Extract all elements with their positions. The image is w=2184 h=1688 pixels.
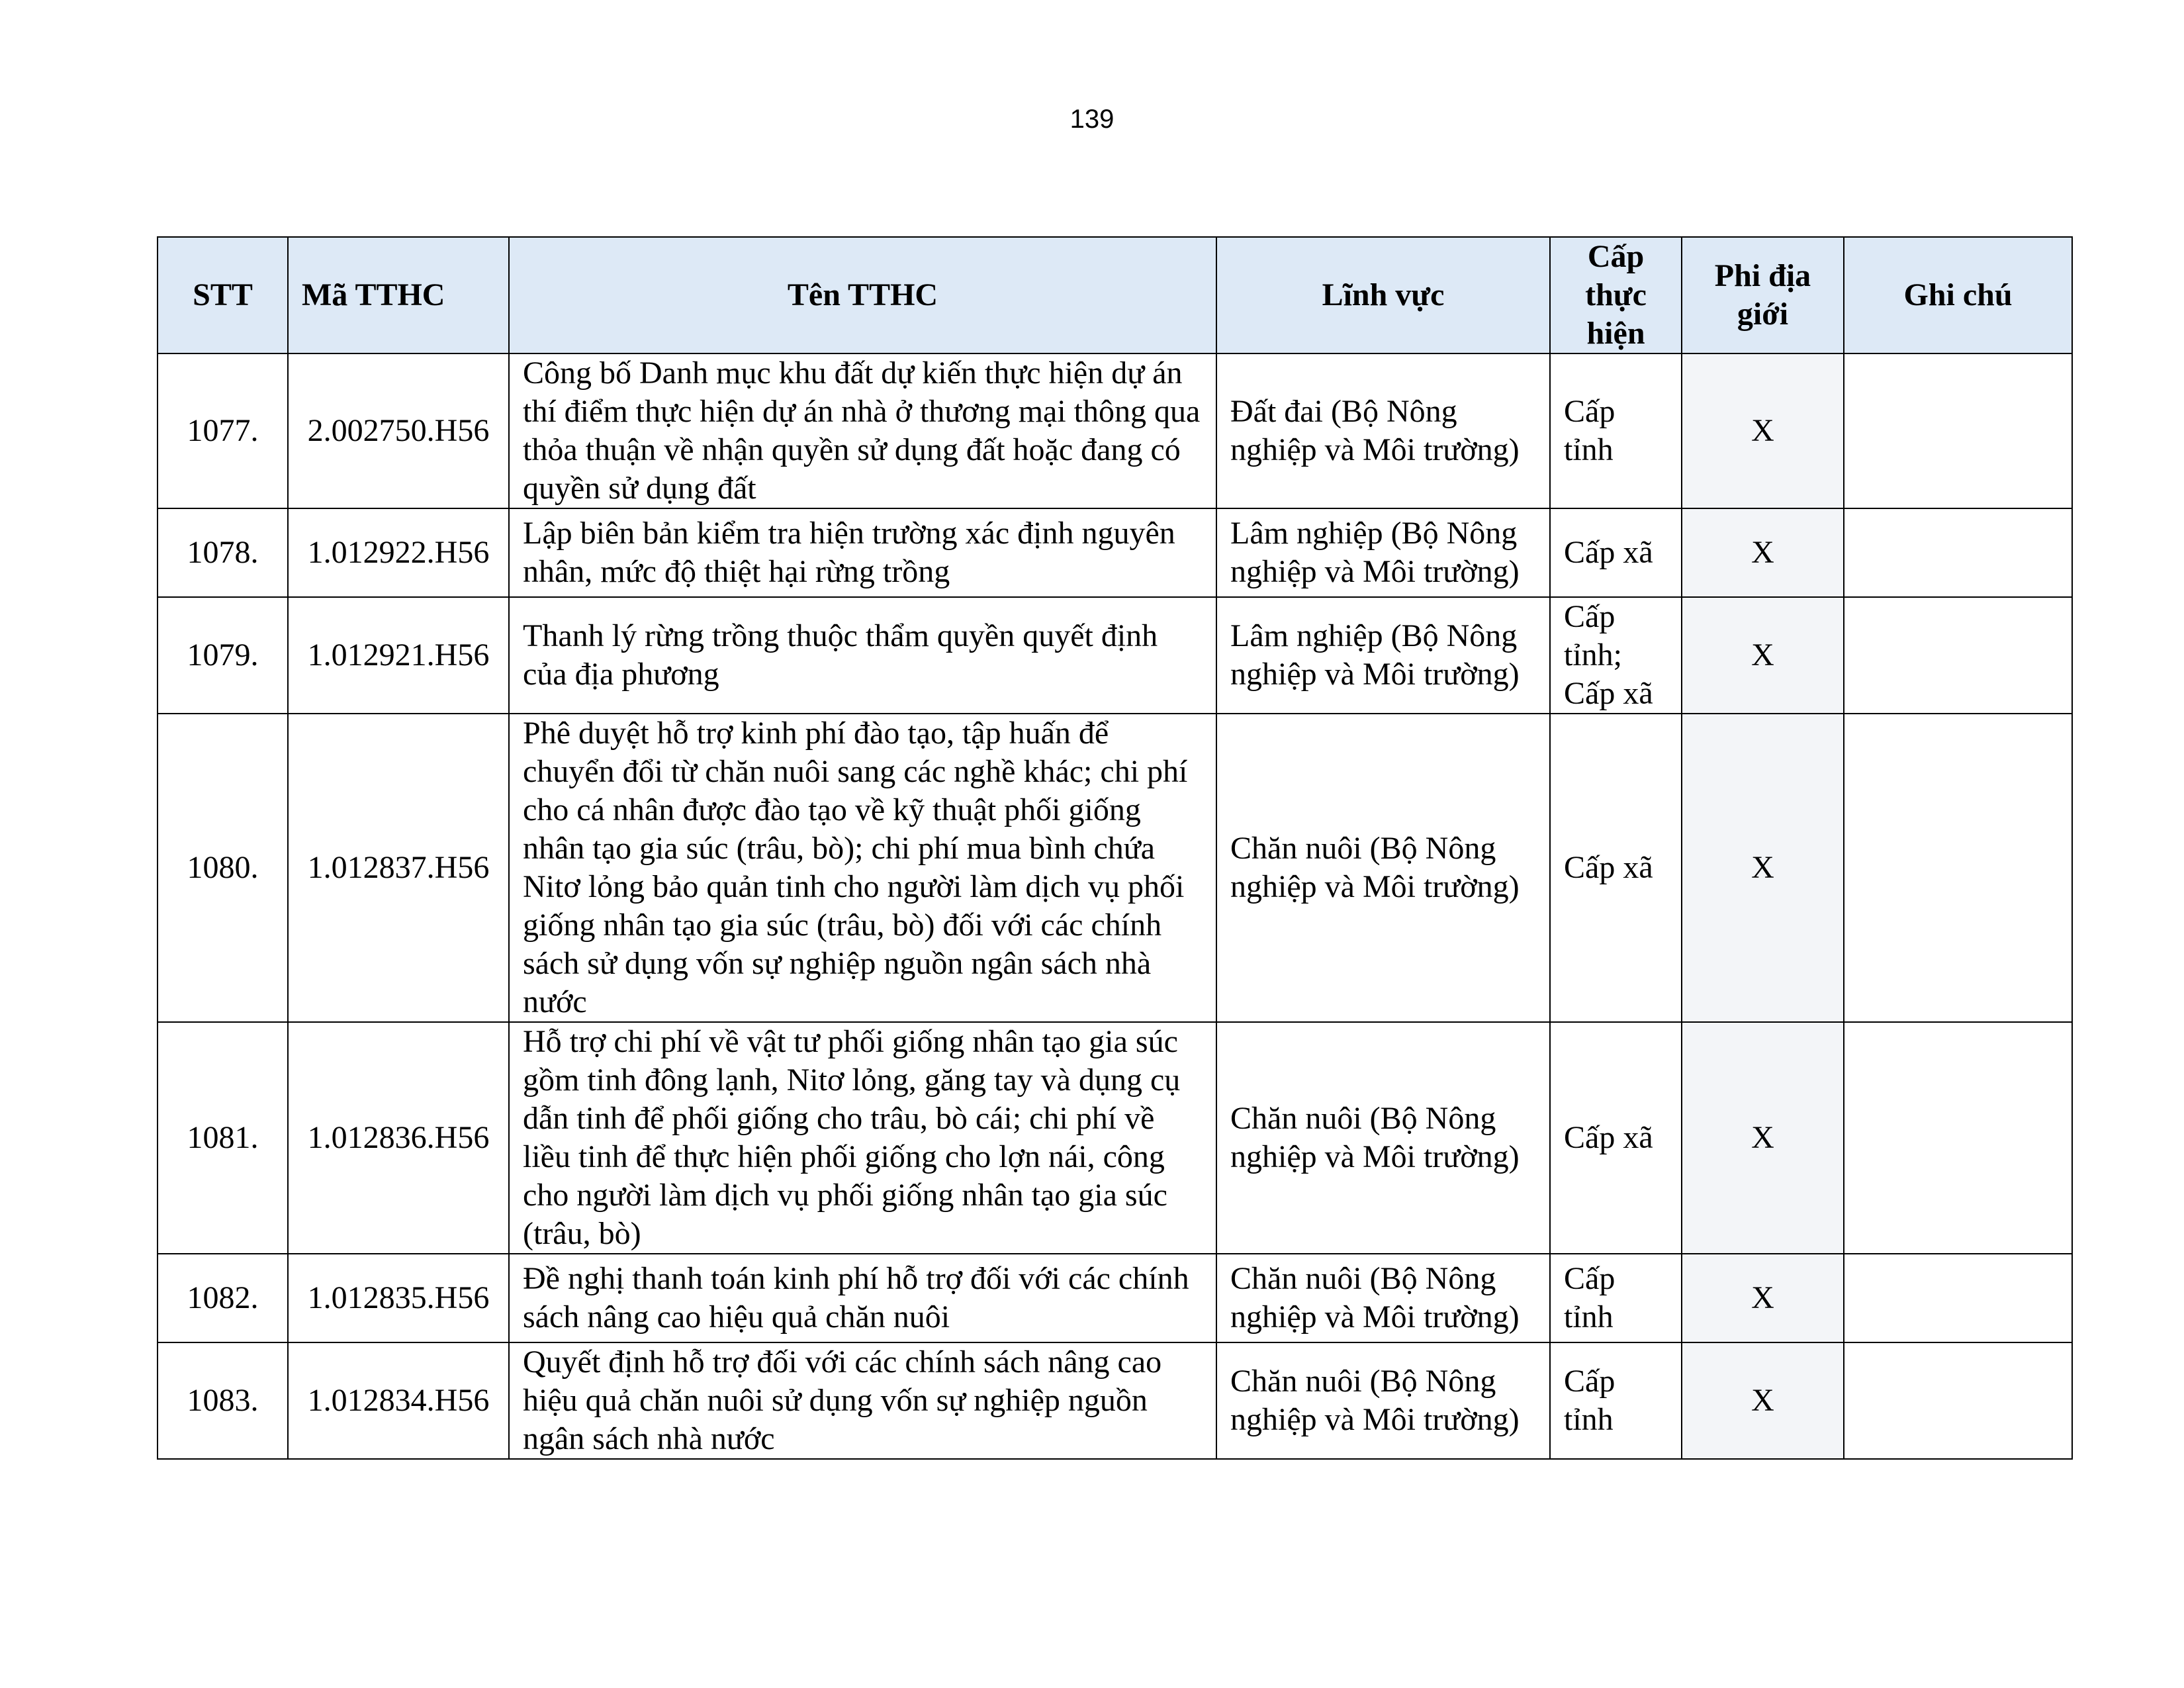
cell-code: 2.002750.H56 — [288, 353, 509, 508]
cell-field: Lâm nghiệp (Bộ Nông nghiệp và Môi trường) — [1216, 597, 1550, 714]
cell-phi-dia-gioi: X — [1682, 714, 1844, 1022]
table-row — [158, 1342, 2072, 1459]
cell-note — [1844, 508, 2072, 597]
header-note: Ghi chú — [1844, 237, 2072, 353]
cell-field: Chăn nuôi (Bộ Nông nghiệp và Môi trường) — [1216, 1254, 1550, 1342]
cell-phi-dia-gioi: X — [1682, 1254, 1844, 1342]
cell-code: 1.012922.H56 — [288, 508, 509, 597]
header-field: Lĩnh vực — [1216, 237, 1550, 353]
cell-code: 1.012836.H56 — [288, 1022, 509, 1254]
cell-stt: 1080. — [158, 714, 288, 1022]
cell-phi-dia-gioi: X — [1682, 597, 1844, 714]
cell-name: Quyết định hỗ trợ đối với các chính sách nâng cao hiệu quả chăn nuôi sử dụng vốn sự nghiệp nguồn ngân sách nhà nước — [509, 1342, 1216, 1459]
cell-field: Đất đai (Bộ Nông nghiệp và Môi trường) — [1216, 353, 1550, 508]
cell-name: Đề nghị thanh toán kinh phí hỗ trợ đối với các chính sách nâng cao hiệu quả chăn nuôi — [509, 1254, 1216, 1342]
table-row — [158, 353, 2072, 508]
cell-stt: 1079. — [158, 597, 288, 714]
cell-field: Chăn nuôi (Bộ Nông nghiệp và Môi trường) — [1216, 714, 1550, 1022]
cell-level: Cấp xã — [1550, 1022, 1682, 1254]
header-phi-dia-gioi: Phi địa giới — [1682, 237, 1844, 353]
cell-level: Cấp xã — [1550, 508, 1682, 597]
cell-name: Thanh lý rừng trồng thuộc thẩm quyền quyết định của địa phương — [509, 597, 1216, 714]
cell-note — [1844, 1022, 2072, 1254]
cell-stt: 1082. — [158, 1254, 288, 1342]
table-row — [158, 597, 2072, 714]
cell-stt: 1083. — [158, 1342, 288, 1459]
cell-phi-dia-gioi: X — [1682, 1022, 1844, 1254]
table-row — [158, 508, 2072, 597]
cell-name: Công bố Danh mục khu đất dự kiến thực hiện dự án thí điểm thực hiện dự án nhà ở thương mại thông qua thỏa thuận về nhận quyền sử dụng đất hoặc đang có quyền sử dụng đất — [509, 353, 1216, 508]
cell-field: Chăn nuôi (Bộ Nông nghiệp và Môi trường) — [1216, 1022, 1550, 1254]
table-row — [158, 1254, 2072, 1342]
table-header-row — [158, 237, 2072, 353]
cell-code: 1.012921.H56 — [288, 597, 509, 714]
cell-note — [1844, 353, 2072, 508]
cell-level: Cấp tỉnh — [1550, 1254, 1682, 1342]
cell-level: Cấp xã — [1550, 714, 1682, 1022]
cell-field: Lâm nghiệp (Bộ Nông nghiệp và Môi trường) — [1216, 508, 1550, 597]
cell-name: Lập biên bản kiểm tra hiện trường xác định nguyên nhân, mức độ thiệt hại rừng trồng — [509, 508, 1216, 597]
cell-stt: 1081. — [158, 1022, 288, 1254]
cell-phi-dia-gioi: X — [1682, 1342, 1844, 1459]
cell-stt: 1078. — [158, 508, 288, 597]
cell-code: 1.012834.H56 — [288, 1342, 509, 1459]
header-code: Mã TTHC — [288, 237, 509, 353]
cell-phi-dia-gioi: X — [1682, 353, 1844, 508]
header-stt: STT — [158, 237, 288, 353]
cell-note — [1844, 1342, 2072, 1459]
cell-code: 1.012835.H56 — [288, 1254, 509, 1342]
cell-note — [1844, 1254, 2072, 1342]
cell-level: Cấp tỉnh; Cấp xã — [1550, 597, 1682, 714]
page-number: 139 — [1069, 105, 1115, 134]
cell-note — [1844, 597, 2072, 714]
cell-phi-dia-gioi: X — [1682, 508, 1844, 597]
cell-field: Chăn nuôi (Bộ Nông nghiệp và Môi trường) — [1216, 1342, 1550, 1459]
table-row — [158, 714, 2072, 1022]
cell-stt: 1077. — [158, 353, 288, 508]
header-level: Cấp thực hiện — [1550, 237, 1682, 353]
cell-level: Cấp tỉnh — [1550, 1342, 1682, 1459]
procedures-table — [157, 236, 2073, 1460]
cell-code: 1.012837.H56 — [288, 714, 509, 1022]
cell-note — [1844, 714, 2072, 1022]
table-row — [158, 1022, 2072, 1254]
cell-level: Cấp tỉnh — [1550, 353, 1682, 508]
cell-name: Hỗ trợ chi phí về vật tư phối giống nhân tạo gia súc gồm tinh đông lạnh, Nitơ lỏng, găng tay và dụng cụ dẫn tinh để phối giống cho trâu, bò cái; chi phí về liều tinh để thực hiện phối giống cho lợn nái, công cho người làm dịch vụ phối giống nhân tạo gia súc (trâu, bò) — [509, 1022, 1216, 1254]
header-name: Tên TTHC — [509, 237, 1216, 353]
cell-name: Phê duyệt hỗ trợ kinh phí đào tạo, tập huấn để chuyển đổi từ chăn nuôi sang các nghề khác; chi phí cho cá nhân được đào tạo về kỹ thuật phối giống nhân tạo gia súc (trâu, bò); chi phí mua bình chứa Nitơ lỏng bảo quản tinh cho người làm dịch vụ phối giống nhân tạo gia súc (trâu, bò) đối với các chính sách sử dụng vốn sự nghiệp nguồn ngân sách nhà nước — [509, 714, 1216, 1022]
